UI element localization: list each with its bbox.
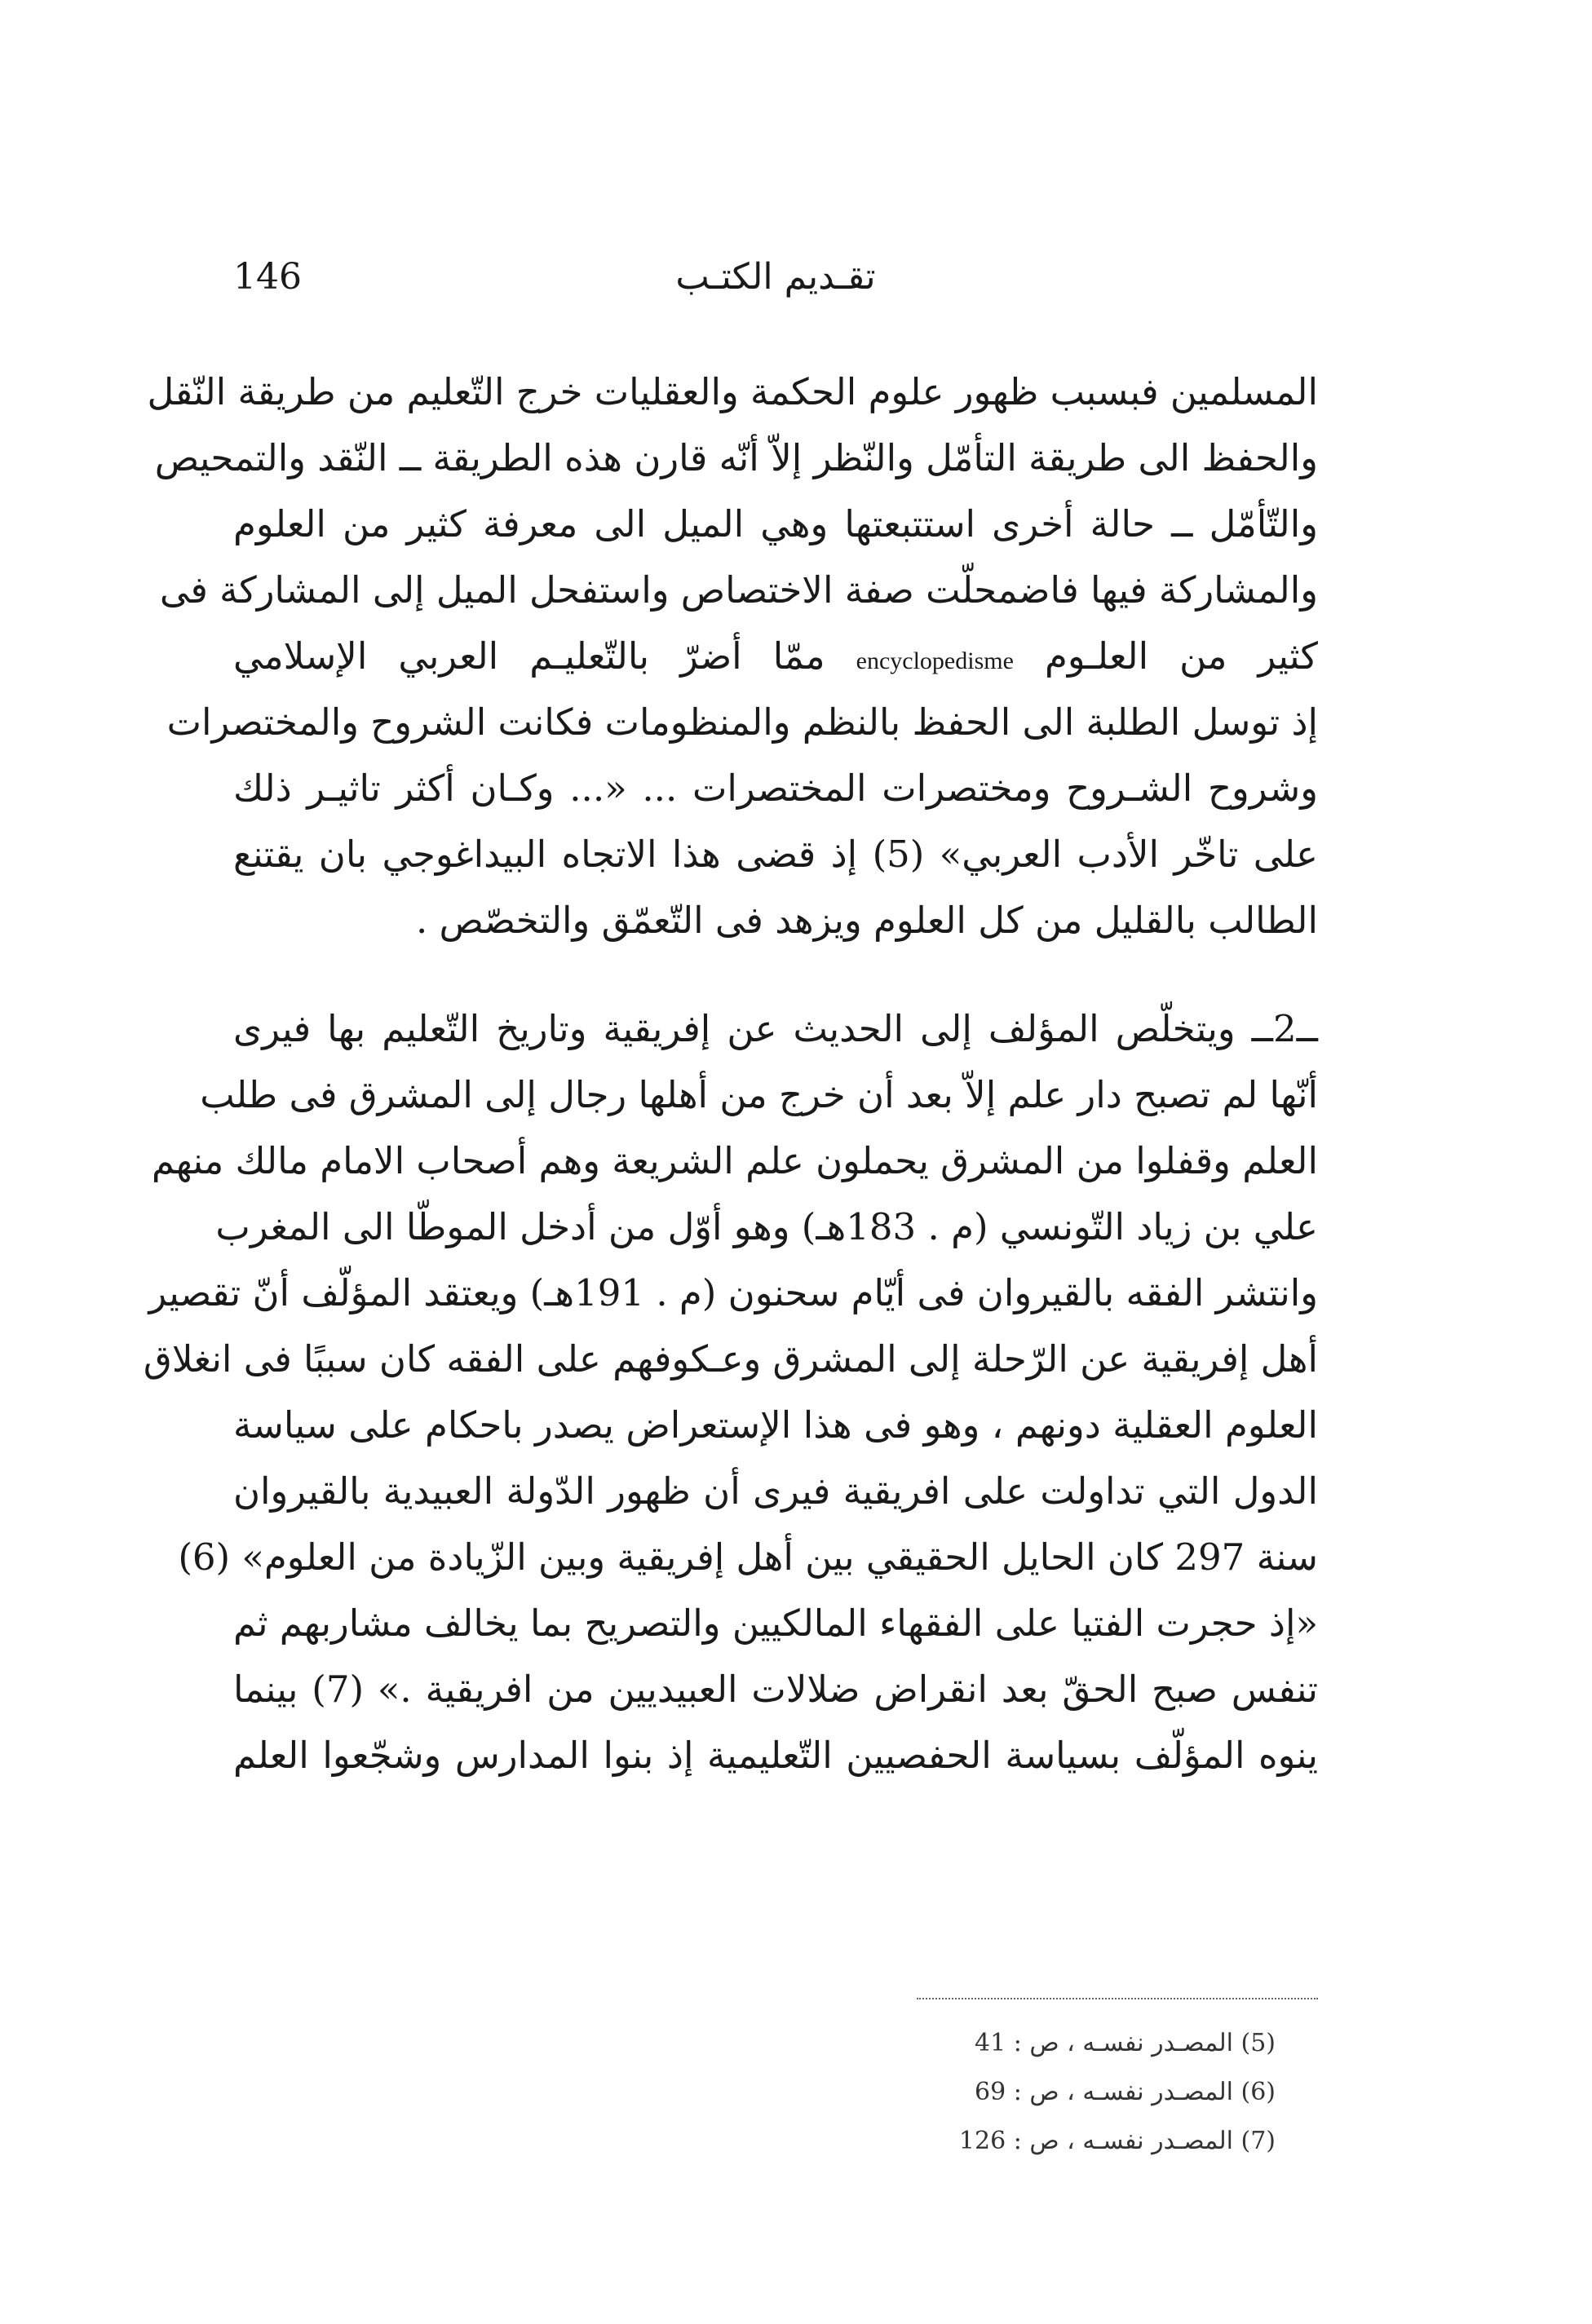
text-segment: ممّا أضرّ بالتّعليـم العربي الإسلامي	[233, 634, 825, 678]
text-line: سنة 297 كان الحايل الحقيقي بين أهل إفريقية وبين الزّيادة من العلوم» (6)	[178, 1535, 1318, 1579]
footnote: (6) المصـدر نفسـه ، ص : 69	[975, 2078, 1276, 2106]
text-line: أنّها لم تصبح دار علم إلاّ بعد أن خرج من أهلها رجال إلى المشرق فى طلب	[200, 1073, 1318, 1116]
text-line: على تاخّر الأدب العربي» (5) إذ قضى هذا الاتجاه البيداغوجي بان يقتنع	[233, 833, 1318, 876]
text-line: والتّأمّل ــ حالة أخرى استتبعتها وهي الميل الى معرفة كثير من العلوم	[233, 502, 1318, 546]
footnote: (7) المصـدر نفسـه ، ص : 126	[958, 2127, 1276, 2155]
text-line: العلم وقفلوا من المشرق يحملون علم الشريعة وهم أصحاب الامام مالك منهم	[151, 1139, 1318, 1182]
page-header	[233, 245, 1318, 310]
text-line: ــ2ــ ويتخلّص المؤلف إلى الحديث عن إفريقية وتاريخ التّعليم بها فيرى	[233, 1007, 1318, 1050]
footnotes	[233, 2019, 1318, 2166]
main-text	[143, 359, 1318, 1788]
text-line: الدول التي تداولت على افريقية فيرى أن ظهور الدّولة العبيدية بالقيروان	[233, 1469, 1318, 1513]
text-line: الطالب بالقليل من كل العلوم ويزهد فى التّعمّق والتخصّص .	[415, 899, 1318, 942]
running-title: تقـديم الكتـب	[675, 256, 876, 298]
text-line: أهل إفريقية عن الرّحلة إلى المشرق وعـكوفهم على الفقه كان سببًا فى انغلاق	[143, 1337, 1318, 1381]
text-line: والحفظ الى طريقة التأمّل والنّظر إلاّ أنّه قارن هذه الطريقة ــ النّقد والتمحيص	[154, 436, 1318, 479]
text-line: العلوم العقلية دونهم ، وهو فى هذا الإستعراض يصدر باحكام على سياسة	[233, 1403, 1318, 1447]
latin-term: encyclopedisme	[856, 647, 1014, 674]
paragraph-2	[143, 996, 1318, 1788]
text-line: وشروح الشـروح ومختصرات المختصرات ... «... وكـان أكثر تاثيـر ذلك	[233, 767, 1318, 810]
text-line: «إذ حجرت الفتيا على الفقهاء المالكيين والتصريح بما يخالف مشاربهم ثم	[233, 1602, 1318, 1645]
text-line: إذ توسل الطلبة الى الحفظ بالنظم والمنظومات فكانت الشروح والمختصرات	[166, 700, 1318, 744]
paragraph-1	[147, 359, 1318, 953]
page-number: 146	[233, 256, 302, 298]
footnote-separator	[917, 1998, 1318, 1999]
footnote: (5) المصـدر نفسـه ، ص : 41	[975, 2029, 1276, 2057]
text-line: المسلمين فبسبب ظهور علوم الحكمة والعقليات خرج التّعليم من طريقة النّقل	[147, 370, 1318, 413]
text-line: والمشاركة فيها فاضمحلّت صفة الاختصاص واستفحل الميل إلى المشاركة فى	[159, 568, 1318, 612]
text-line: علي بن زياد التّونسي (م . 183هـ) وهو أوّل من أدخل الموطّا الى المغرب	[215, 1205, 1318, 1248]
text-segment: كثير من العلـوم	[1044, 634, 1318, 678]
text-line: ينوه المؤلّف بسياسة الحفصيين التّعليمية إذ بنوا المدارس وشجّعوا العلم	[233, 1734, 1318, 1777]
text-line-with-latin	[233, 623, 1318, 689]
text-line: وانتشر الفقه بالقيروان فى أيّام سحنون (م . 191هـ) ويعتقد المؤلّف أنّ تقصير	[148, 1271, 1318, 1314]
text-line: تنفس صبح الحقّ بعد انقراض ضلالات العبيديين من افريقية .» (7) بينما	[233, 1668, 1318, 1711]
